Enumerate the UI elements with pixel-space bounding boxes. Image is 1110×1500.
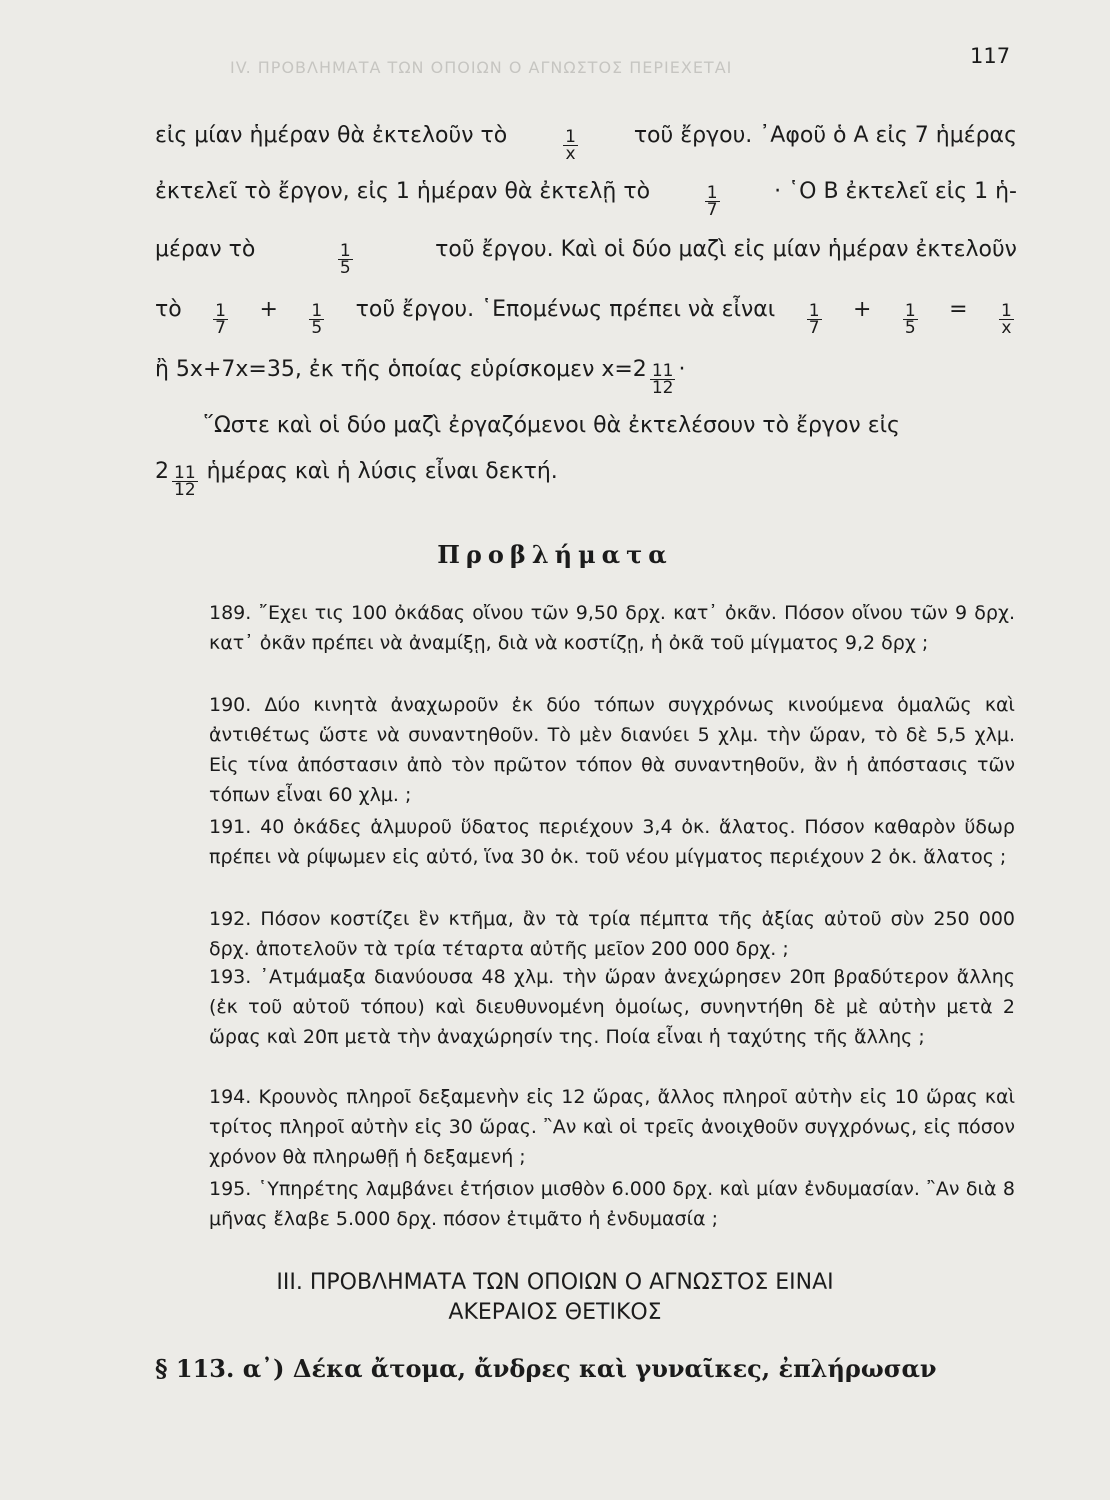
text-line-5 — [155, 356, 1017, 396]
text-segment: εἰς μίαν ἡμέραν θὰ ἐκτελοῦν τὸ — [155, 123, 508, 148]
problem-189: 189. ῎Εχει τις 100 ὀκάδας οἴνου τῶν 9,50 δρχ. κατ᾿ ὀκᾶν. Πόσον οἴνου τῶν 9 δρχ. κατ᾿ ὀκᾶν πρέπει νὰ ἀναμίξῃ, διὰ νὰ κοστίζῃ, ἡ ὀκᾶ τοῦ μίγματος 9,2 δρχ ; — [209, 602, 1015, 654]
problem-195: 195. ῾Υπηρέτης λαμβάνει ἐτήσιον μισθὸν 6.000 δρχ. καὶ μίαν ἐνδυμασίαν. ῍Αν διὰ 8 μῆνας ἔλαβε 5.000 δρχ. πόσον ἐτιμᾶτο ἡ ἐνδυμασία ; — [209, 1178, 1015, 1230]
fraction: $\frac{1}{5}$ — [904, 301, 916, 338]
text-line-3 — [155, 236, 1017, 276]
fraction: $\frac{1}{7}$ — [706, 183, 718, 220]
fraction: $\frac{1}{x}$ — [565, 127, 576, 164]
text-segment: τοῦ ἔργου. ῾Επομένως πρέπει νὰ εἶναι — [355, 297, 776, 322]
page-number: 117 — [970, 44, 1011, 68]
text-segment: ἐκτελεῖ τὸ ἔργον, εἰς 1 ἡμέραν θὰ ἐκτελῇ τὸ — [155, 179, 651, 204]
plus-sign: + — [852, 297, 872, 322]
problem-190: 190. Δύο κινητὰ ἀναχωροῦν ἐκ δύο τόπων συγχρόνως κινούμενα ὁμαλῶς καὶ ἀντιθέτως ὥστε νὰ συναντηθοῦν. Τὸ μὲν διανύει 5 χλμ. τὴν ὥραν, τὸ δὲ 5,5 χλμ. Εἰς τίνα ἀπόστασιν ἀπὸ τὸν πρῶτον τόπον θὰ συναντηθοῦν, ἂν ἡ ἀπόστασις τῶν τόπων εἶναι 60 χλμ. ; — [209, 694, 1015, 806]
problems-heading: Προβλήματα — [437, 540, 673, 569]
problem-194: 194. Κρουνὸς πληροῖ δεξαμενὴν εἰς 12 ὥρας, ἄλλος πληροῖ αὐτὴν εἰς 10 ὥρας καὶ τρίτος πληροῖ αὐτὴν εἰς 30 ὥρας. ῍Αν καὶ οἱ τρεῖς ἀνοιχθοῦν συγχρόνως, εἰς πόσον χρόνον θὰ πληρωθῇ ἡ δεξαμενή ; — [209, 1086, 1015, 1168]
fraction: $\frac{11}{12}$ — [174, 463, 196, 500]
fraction: $\frac{1}{5}$ — [339, 241, 351, 278]
text-line-1 — [155, 122, 1017, 162]
bleed-through-header: IV. ΠΡΟΒΛΗΜΑΤΑ ΤΩΝ ΟΠΟΙΩΝ Ο ΑΓΝΩΣΤΟΣ ΠΕΡΙΕΧΕΤΑΙ — [230, 58, 733, 77]
section-title-line-2: ΑΚΕΡΑΙΟΣ ΘΕΤΙΚΟΣ — [448, 1300, 662, 1325]
text-segment: · ῾Ο Β ἐκτελεῖ εἰς 1 ἡ- — [774, 179, 1017, 204]
text-segment: μέραν τὸ — [155, 237, 256, 262]
fraction: $\frac{1}{7}$ — [808, 301, 820, 338]
text-line-7 — [155, 458, 1017, 498]
text-segment: ἢ 5x+7x=35, ἐκ τῆς ὁποίας εὑρίσκομεν x=2 — [155, 357, 647, 382]
problem-193: 193. ᾿Ατμάμαξα διανύουσα 48 χλμ. τὴν ὥραν ἀνεχώρησεν 20π βραδύτερον ἄλλης (ἐκ τοῦ αὐτοῦ τόπου) καὶ διευθυνομένη ὁμοίως, συνηντήθη δὲ μὲ αὐτὴν μετὰ 2 ὥρας καὶ 20π μετὰ τὴν ἀναχώρησίν της. Ποία εἶναι ἡ ταχύτης τῆς ἄλλης ; — [209, 966, 1015, 1048]
fraction: $\frac{1}{x}$ — [1001, 301, 1012, 338]
text-line-4 — [155, 296, 1017, 336]
text-segment: · — [678, 357, 686, 382]
text-line-6 — [203, 412, 1017, 440]
paragraph-113: § 113. α᾿) Δέκα ἄτομα, ἄνδρες καὶ γυναῖκες, ἐπλήρωσαν — [155, 1354, 937, 1383]
text-segment: τοῦ ἔργου. Καὶ οἱ δύο μαζὶ εἰς μίαν ἡμέραν ἐκτελοῦν — [435, 237, 1017, 262]
text-segment: ῞Ωστε καὶ οἱ δύο μαζὶ ἐργαζόμενοι θὰ ἐκτελέσουν τὸ ἔργον εἰς — [203, 413, 900, 438]
text-line-2 — [155, 178, 1017, 218]
text-segment: τὸ — [155, 297, 182, 322]
equals-sign: = — [949, 297, 968, 322]
section-title-line-1: III. ΠΡΟΒΛΗΜΑΤΑ ΤΩΝ ΟΠΟΙΩΝ Ο ΑΓΝΩΣΤΟΣ ΕΙΝΑΙ — [276, 1270, 834, 1295]
text-segment: 2 — [155, 459, 169, 484]
fraction: $\frac{11}{12}$ — [651, 361, 674, 398]
fraction: $\frac{1}{7}$ — [215, 301, 226, 338]
fraction: $\frac{1}{5}$ — [311, 301, 323, 338]
problem-191: 191. 40 ὀκάδες ἁλμυροῦ ὕδατος περιέχουν 3,4 ὀκ. ἅλατος. Πόσον καθαρὸν ὕδωρ πρέπει νὰ ρίψωμεν εἰς αὐτό, ἵνα 30 ὀκ. τοῦ νέου μίγματος περιέχουν 2 ὀκ. ἅλατος ; — [209, 816, 1015, 868]
plus-sign: + — [259, 297, 278, 322]
text-segment: ἡμέρας καὶ ἡ λύσις εἶναι δεκτή. — [206, 459, 558, 484]
problem-192: 192. Πόσον κοστίζει ἓν κτῆμα, ἂν τὰ τρία πέμπτα τῆς ἀξίας αὐτοῦ σὺν 250 000 δρχ. ἀποτελοῦν τὰ τρία τέταρτα αὐτῆς μεῖον 200 000 δρχ. ; — [209, 908, 1015, 960]
text-segment: τοῦ ἔργου. ᾿Αφοῦ ὁ Α εἰς 7 ἡμέρας — [633, 123, 1017, 148]
